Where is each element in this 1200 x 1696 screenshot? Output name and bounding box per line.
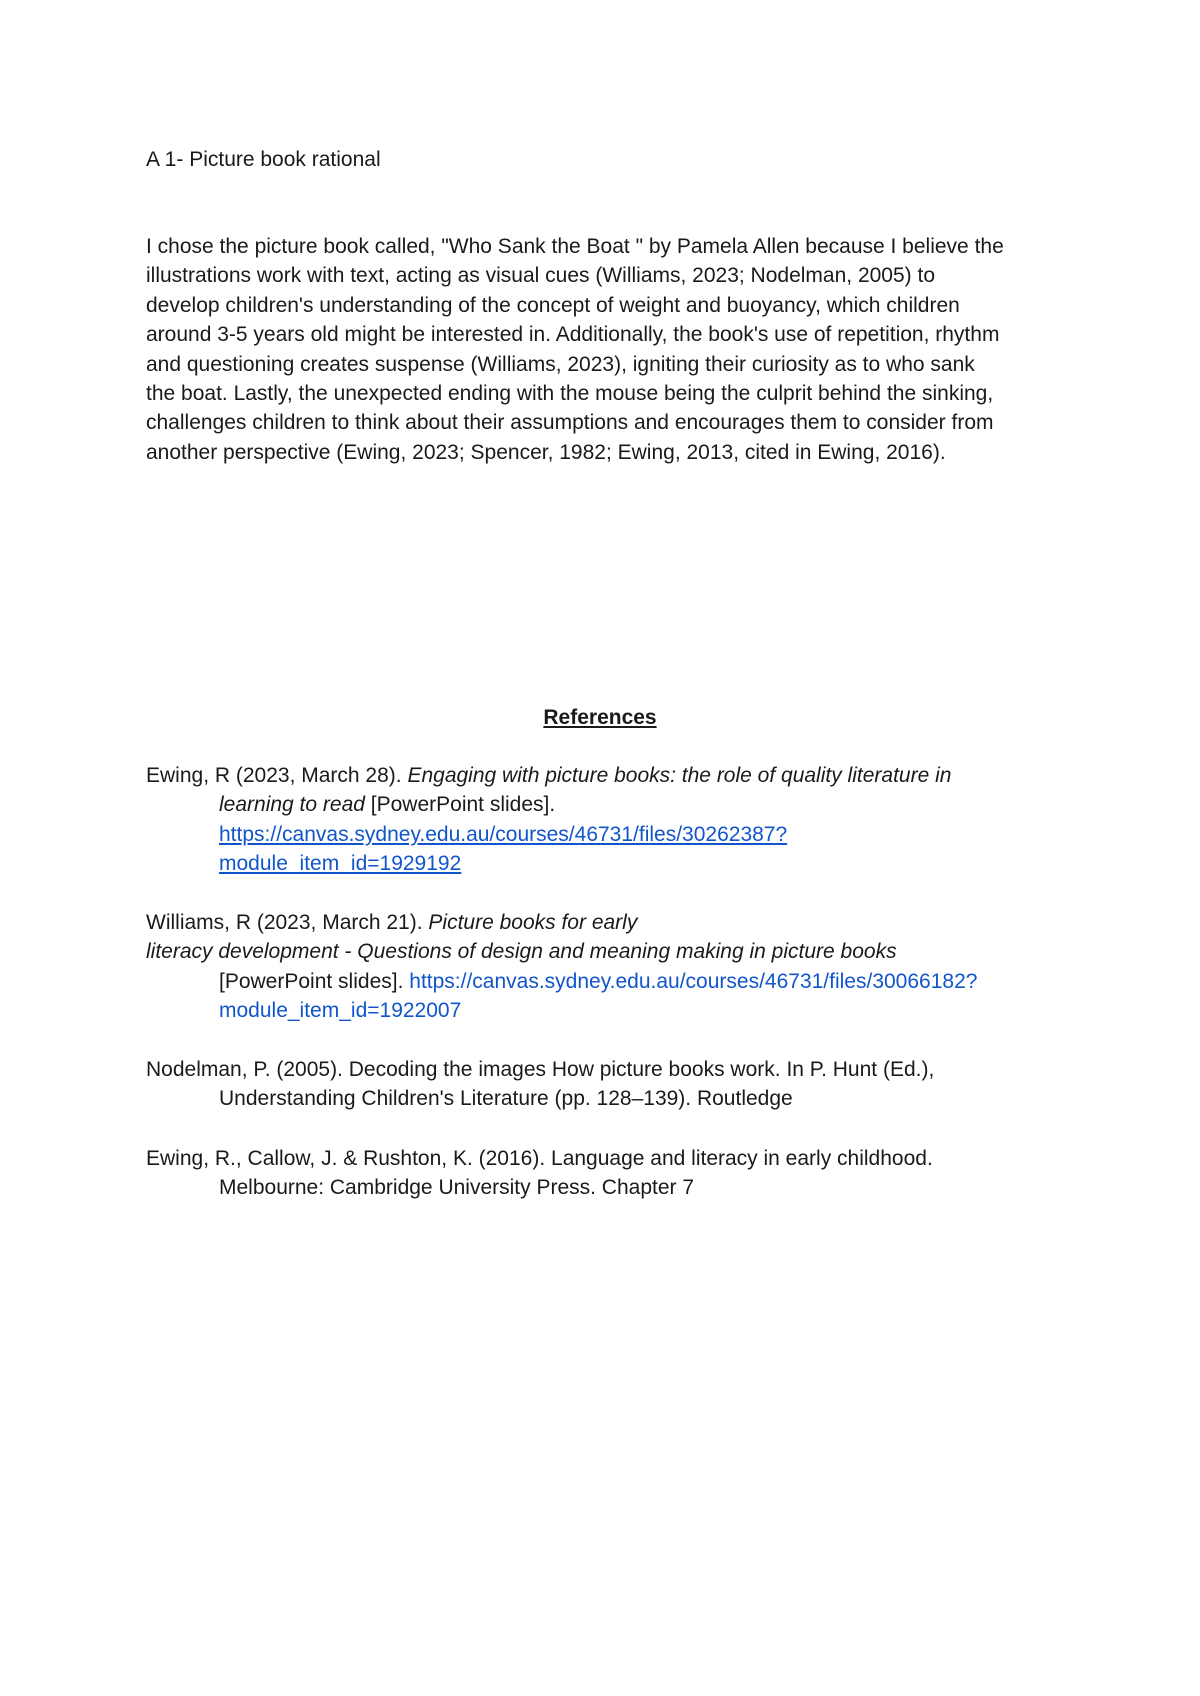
rationale-line: another perspective (Ewing, 2023; Spencer, 1982; Ewing, 2013, cited in Ewing, 2016). (146, 440, 946, 464)
reference-line: Ewing, R., Callow, J. & Rushton, K. (2016). Language and literacy in early childhood. (146, 1147, 933, 1170)
reference-line: Understanding Children's Literature (pp. 128–139). Routledge (219, 1087, 793, 1111)
rationale-line: and questioning creates suspense (Williams, 2023), igniting their curiosity as to who sank (146, 352, 975, 376)
reference-lead: Williams, R (2023, March 21). (146, 911, 429, 934)
reference-entry-ewing-2023 (146, 761, 1086, 879)
rationale-line: the boat. Lastly, the unexpected ending with the mouse being the culprit behind the sinking, (146, 382, 994, 406)
reference-link[interactable]: https://canvas.sydney.edu.au/courses/46731/files/30262387? (219, 822, 788, 846)
reference-title: Engaging with picture books: the role of quality literature in (407, 764, 952, 787)
reference-title: learning to read (219, 793, 365, 817)
rationale-line: develop children's understanding of the concept of weight and buoyancy, which children (146, 293, 960, 317)
reference-line (146, 761, 1086, 790)
rationale-line: illustrations work with text, acting as visual cues (Williams, 2023; Nodelman, 2005) to (146, 264, 935, 288)
reference-title: Picture books for early (428, 911, 638, 934)
reference-suffix: [PowerPoint slides]. (219, 969, 410, 993)
reference-entry-williams-2023 (146, 908, 1086, 1026)
reference-entry-ewing-2016 (146, 1144, 1086, 1203)
reference-line (146, 820, 1086, 849)
reference-line (146, 849, 1086, 878)
reference-link[interactable]: module_item_id=1922007 (219, 999, 462, 1023)
reference-line (146, 908, 1086, 937)
rationale-line: challenges children to think about their assumptions and encourages them to consider from (146, 411, 994, 435)
reference-entry-nodelman-2005 (146, 1055, 1086, 1114)
rationale-line: around 3-5 years old might be interested in. Additionally, the book's use of repetition, rhythm (146, 323, 1000, 347)
reference-link[interactable]: https://canvas.sydney.edu.au/courses/46731/files/30066182? (409, 969, 978, 993)
references-heading: References (543, 706, 657, 729)
rationale-paragraph (146, 232, 1066, 467)
reference-line (146, 967, 1086, 996)
reference-lead: Ewing, R (2023, March 28). (146, 764, 408, 787)
reference-line: Melbourne: Cambridge University Press. Chapter 7 (219, 1176, 695, 1200)
reference-line (146, 996, 1086, 1025)
reference-line (146, 937, 1086, 966)
rationale-line: I chose the picture book called, "Who Sank the Boat " by Pamela Allen because I believe the (146, 235, 1004, 258)
reference-title: literacy development - Questions of design and meaning making in picture books (146, 940, 897, 964)
reference-suffix: [PowerPoint slides]. (364, 793, 556, 817)
reference-line: Nodelman, P. (2005). Decoding the images How picture books work. In P. Hunt (Ed.), (146, 1058, 935, 1081)
reference-line (146, 790, 1086, 819)
reference-link[interactable]: module_item_id=1929192 (219, 852, 462, 876)
document-title: A 1- Picture book rational (146, 148, 381, 171)
